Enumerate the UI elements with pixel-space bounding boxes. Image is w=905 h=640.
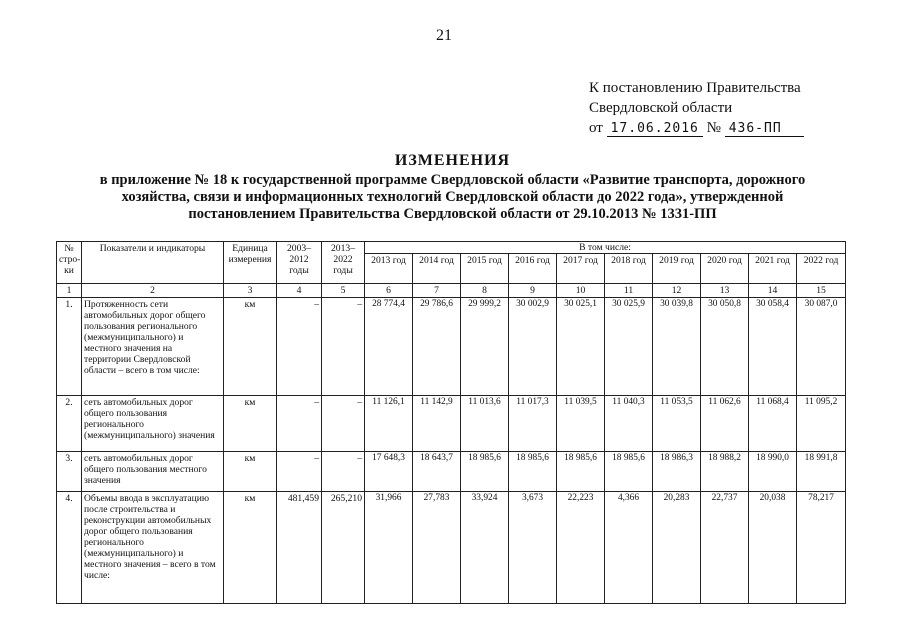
header-unit: Единица измерения — [224, 242, 277, 284]
year-value-cell: 11 062,6 — [701, 396, 749, 452]
value-2013-2022: – — [322, 298, 365, 396]
year-value-cell: 18 985,6 — [509, 452, 557, 492]
year-value-cell: 18 985,6 — [461, 452, 509, 492]
document-title — [60, 152, 845, 223]
table-body — [57, 298, 846, 604]
header-2003-2012: 2003–2012 годы — [277, 242, 322, 284]
column-number: 12 — [653, 284, 701, 298]
year-value-cell: 30 058,4 — [749, 298, 797, 396]
year-value-cell: 31,966 — [365, 492, 413, 604]
column-number: 3 — [224, 284, 277, 298]
year-value-cell: 11 017,3 — [509, 396, 557, 452]
indicators-table — [56, 241, 846, 604]
year-value-cell: 11 053,5 — [653, 396, 701, 452]
column-number: 9 — [509, 284, 557, 298]
year-value-cell: 30 087,0 — [797, 298, 846, 396]
row-number: 1. — [57, 298, 82, 396]
year-value-cell: 29 999,2 — [461, 298, 509, 396]
header-year: 2018 год — [605, 254, 653, 284]
table-row — [57, 492, 846, 604]
year-value-cell: 30 025,9 — [605, 298, 653, 396]
column-number: 14 — [749, 284, 797, 298]
year-value-cell: 28 774,4 — [365, 298, 413, 396]
column-number: 13 — [701, 284, 749, 298]
header-year: 2020 год — [701, 254, 749, 284]
year-value-cell: 29 786,6 — [413, 298, 461, 396]
page-number: 21 — [436, 27, 452, 44]
year-value-cell: 78,217 — [797, 492, 846, 604]
year-value-cell: 30 025,1 — [557, 298, 605, 396]
year-value-cell: 18 991,8 — [797, 452, 846, 492]
column-number: 11 — [605, 284, 653, 298]
title-line-2: хозяйства, связи и информационных технологий Свердловской области до 2022 года», утвержденной — [121, 189, 784, 205]
indicator-name: Протяженность сети автомобильных дорог общего пользования регионального (межмуниципального) и местного значения на территории Свердловской области – всего в том числе: — [82, 298, 224, 396]
year-value-cell: 11 095,2 — [797, 396, 846, 452]
column-number: 7 — [413, 284, 461, 298]
year-value-cell: 18 643,7 — [413, 452, 461, 492]
table-row — [57, 298, 846, 396]
indicator-name: сеть автомобильных дорог общего пользования местного значения — [82, 452, 224, 492]
year-value-cell: 20,038 — [749, 492, 797, 604]
value-2013-2022: 265,210 — [322, 492, 365, 604]
header-year: 2013 год — [365, 254, 413, 284]
year-value-cell: 30 050,8 — [701, 298, 749, 396]
header-year: 2021 год — [749, 254, 797, 284]
year-value-cell: 17 648,3 — [365, 452, 413, 492]
approval-number: 436-ПП — [725, 121, 804, 137]
year-value-cell: 11 142,9 — [413, 396, 461, 452]
title-line-1: в приложение № 18 к государственной программе Свердловской области «Развитие транспорта, дорожного — [99, 172, 806, 188]
column-number: 1 — [57, 284, 82, 298]
unit-cell: км — [224, 298, 277, 396]
row-number: 3. — [57, 452, 82, 492]
approval-line-1: К постановлению Правительства — [589, 80, 801, 96]
column-number: 15 — [797, 284, 846, 298]
year-value-cell: 33,924 — [461, 492, 509, 604]
header-including: В том числе: — [365, 242, 846, 254]
year-value-cell: 22,223 — [557, 492, 605, 604]
header-year: 2015 год — [461, 254, 509, 284]
table-row — [57, 452, 846, 492]
year-value-cell: 27,783 — [413, 492, 461, 604]
header-year: 2022 год — [797, 254, 846, 284]
column-number: 4 — [277, 284, 322, 298]
value-2003-2012: 481,459 — [277, 492, 322, 604]
year-value-cell: 11 126,1 — [365, 396, 413, 452]
year-value-cell: 20,283 — [653, 492, 701, 604]
approval-date-line — [589, 118, 804, 139]
number-prefix: № — [706, 120, 721, 136]
header-no: № стро-ки — [57, 242, 82, 284]
value-2003-2012: – — [277, 452, 322, 492]
indicator-name: Объемы ввода в эксплуатацию после строительства и реконструкции автомобильных дорог общего пользования регионального (межмуниципального) и местного значения – всего в том числе: — [82, 492, 224, 604]
value-2013-2022: – — [322, 452, 365, 492]
header-indicator: Показатели и индикаторы — [82, 242, 224, 284]
approval-line-2: Свердловской области — [589, 100, 733, 116]
year-value-cell: 11 040,3 — [605, 396, 653, 452]
row-number: 4. — [57, 492, 82, 604]
column-numbers-row — [57, 284, 846, 298]
header-2013-2022: 2013–2022 годы — [322, 242, 365, 284]
year-value-cell: 11 039,5 — [557, 396, 605, 452]
year-value-cell: 30 002,9 — [509, 298, 557, 396]
indicator-name: сеть автомобильных дорог общего пользования регионального (межмуниципального) значения — [82, 396, 224, 452]
year-value-cell: 30 039,8 — [653, 298, 701, 396]
value-2003-2012: – — [277, 298, 322, 396]
year-value-cell: 11 068,4 — [749, 396, 797, 452]
approval-block — [589, 78, 804, 139]
year-value-cell: 18 988,2 — [701, 452, 749, 492]
unit-cell: км — [224, 492, 277, 604]
year-value-cell: 18 990,0 — [749, 452, 797, 492]
unit-cell: км — [224, 396, 277, 452]
row-number: 2. — [57, 396, 82, 452]
year-value-cell: 3,673 — [509, 492, 557, 604]
header-row-1 — [57, 242, 846, 254]
column-number: 2 — [82, 284, 224, 298]
unit-cell: км — [224, 452, 277, 492]
value-2003-2012: – — [277, 396, 322, 452]
title-line-3: постановлением Правительства Свердловской области от 29.10.2013 № 1331-ПП — [188, 206, 717, 222]
header-year: 2017 год — [557, 254, 605, 284]
column-number: 10 — [557, 284, 605, 298]
year-value-cell: 18 985,6 — [605, 452, 653, 492]
column-number: 6 — [365, 284, 413, 298]
approval-date: 17.06.2016 — [607, 121, 703, 137]
column-number: 8 — [461, 284, 509, 298]
year-value-cell: 18 986,3 — [653, 452, 701, 492]
year-value-cell: 22,737 — [701, 492, 749, 604]
year-value-cell: 11 013,6 — [461, 396, 509, 452]
header-year: 2014 год — [413, 254, 461, 284]
header-year: 2016 год — [509, 254, 557, 284]
year-value-cell: 4,366 — [605, 492, 653, 604]
header-year: 2019 год — [653, 254, 701, 284]
column-number: 5 — [322, 284, 365, 298]
title-heading: ИЗМЕНЕНИЯ — [394, 152, 511, 169]
table-row — [57, 396, 846, 452]
year-value-cell: 18 985,6 — [557, 452, 605, 492]
value-2013-2022: – — [322, 396, 365, 452]
date-prefix: от — [589, 120, 603, 136]
